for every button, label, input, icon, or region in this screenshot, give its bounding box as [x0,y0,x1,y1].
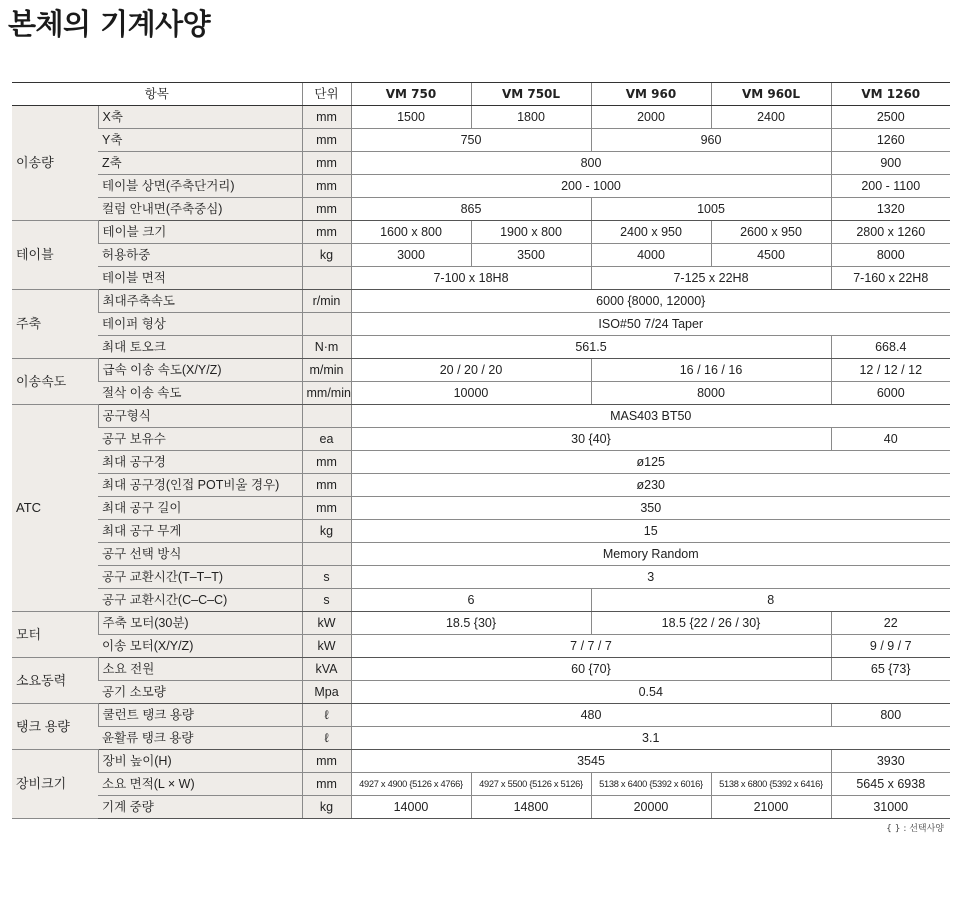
value-cell: ø230 [351,474,950,497]
value-cell: 40 [831,428,950,451]
header-model: VM 1260 [831,83,950,106]
spec-row [12,359,950,382]
spec-row [12,658,950,681]
row-label: 공구 선택 방식 [98,543,302,566]
spec-row [12,198,950,221]
row-unit: kW [302,635,351,658]
value-cell: 7-160 x 22H8 [831,267,950,290]
header-model: VM 750L [471,83,591,106]
row-label: 최대 공구경 [98,451,302,474]
page-title: 본체의 기계사양 [8,7,211,41]
value-cell: 65 {73} [831,658,950,681]
row-label: 최대주축속도 [98,290,302,313]
row-label: X축 [98,106,302,129]
value-cell: 5138 x 6800 {5392 x 6416} [711,773,831,796]
row-label: 최대 공구 무게 [98,520,302,543]
row-unit: ℓ [302,727,351,750]
spec-row [12,635,950,658]
value-cell: 960 [591,129,831,152]
group-label: 탱크 용량 [12,704,98,750]
spec-table [12,82,950,819]
value-cell: 21000 [711,796,831,819]
row-unit: kg [302,244,351,267]
row-label: 공구형식 [98,405,302,428]
group-label: ATC [12,405,98,612]
value-cell: 750 [351,129,591,152]
row-label: 기계 중량 [98,796,302,819]
spec-row [12,773,950,796]
value-cell: 3930 [831,750,950,773]
value-cell: 8 [591,589,950,612]
value-cell: 5645 x 6938 [831,773,950,796]
value-cell: 0.54 [351,681,950,704]
value-cell: 18.5 {22 / 26 / 30} [591,612,831,635]
row-label: 공구 보유수 [98,428,302,451]
spec-row [12,267,950,290]
value-cell: ø125 [351,451,950,474]
row-unit: kVA [302,658,351,681]
value-cell: 60 {70} [351,658,831,681]
row-unit: m/min [302,359,351,382]
value-cell: 3500 [471,244,591,267]
value-cell: 3000 [351,244,471,267]
spec-row [12,520,950,543]
row-label: 급속 이송 속도(X/Y/Z) [98,359,302,382]
value-cell: 1320 [831,198,950,221]
group-label: 이송량 [12,106,98,221]
spec-row [12,428,950,451]
value-cell: 7 / 7 / 7 [351,635,831,658]
group-label: 소요동력 [12,658,98,704]
spec-row [12,382,950,405]
value-cell: 561.5 [351,336,831,359]
header-model: VM 960L [711,83,831,106]
row-label: 테이블 크기 [98,221,302,244]
value-cell: 7-125 x 22H8 [591,267,831,290]
row-label: 쿨런트 탱크 용량 [98,704,302,727]
spec-row [12,313,950,336]
spec-row [12,152,950,175]
row-unit [302,313,351,336]
header-row [12,83,950,106]
value-cell: 350 [351,497,950,520]
value-cell: 480 [351,704,831,727]
value-cell: 6 [351,589,591,612]
value-cell: 8000 [591,382,831,405]
row-label: 윤활류 탱크 용량 [98,727,302,750]
row-unit: mm [302,497,351,520]
spec-row [12,543,950,566]
footnote: { } : 선택사양 [886,824,944,834]
row-label: Y축 [98,129,302,152]
value-cell: 18.5 {30} [351,612,591,635]
value-cell: 7-100 x 18H8 [351,267,591,290]
spec-row [12,497,950,520]
row-label: 공구 교환시간(C–C–C) [98,589,302,612]
row-label: 공구 교환시간(T–T–T) [98,566,302,589]
spec-row [12,727,950,750]
row-unit: mm [302,750,351,773]
value-cell: 6000 {8000, 12000} [351,290,950,313]
spec-row [12,474,950,497]
spec-row [12,290,950,313]
value-cell: 4000 [591,244,711,267]
row-label: 이송 모터(X/Y/Z) [98,635,302,658]
row-unit: ea [302,428,351,451]
value-cell: 5138 x 6400 {5392 x 6016} [591,773,711,796]
value-cell: ISO#50 7/24 Taper [351,313,950,336]
value-cell: 1600 x 800 [351,221,471,244]
row-label: 최대 토오크 [98,336,302,359]
header-item: 항목 [12,83,302,106]
spec-row [12,566,950,589]
group-label: 모터 [12,612,98,658]
row-unit: mm [302,221,351,244]
row-label: 소요 전원 [98,658,302,681]
group-label: 테이블 [12,221,98,290]
row-label: 컬럼 안내면(주축중심) [98,198,302,221]
group-label: 이송속도 [12,359,98,405]
value-cell: 1260 [831,129,950,152]
row-unit: kg [302,520,351,543]
row-unit: r/min [302,290,351,313]
value-cell: Memory Random [351,543,950,566]
value-cell: 4500 [711,244,831,267]
value-cell: 2500 [831,106,950,129]
row-unit: mm [302,152,351,175]
spec-row [12,336,950,359]
value-cell: 865 [351,198,591,221]
value-cell: 4927 x 5500 {5126 x 5126} [471,773,591,796]
value-cell: 668.4 [831,336,950,359]
row-unit: mm [302,773,351,796]
spec-row [12,681,950,704]
row-unit: mm [302,451,351,474]
spec-row [12,244,950,267]
value-cell: 3545 [351,750,831,773]
spec-row [12,704,950,727]
row-label: 장비 높이(H) [98,750,302,773]
value-cell: 3.1 [351,727,950,750]
value-cell: 9 / 9 / 7 [831,635,950,658]
value-cell: 4927 x 4900 {5126 x 4766} [351,773,471,796]
row-unit: mm [302,474,351,497]
group-label: 장비크기 [12,750,98,819]
value-cell: 1005 [591,198,831,221]
row-unit: ℓ [302,704,351,727]
row-unit [302,543,351,566]
row-label: 최대 공구경(인접 POT비울 경우) [98,474,302,497]
row-unit: kg [302,796,351,819]
value-cell: 30 {40} [351,428,831,451]
row-label: 테이블 면적 [98,267,302,290]
spec-row [12,405,950,428]
value-cell: 2800 x 1260 [831,221,950,244]
value-cell: 900 [831,152,950,175]
row-label: 소요 면적(L × W) [98,773,302,796]
group-label: 주축 [12,290,98,359]
value-cell: 1800 [471,106,591,129]
row-label: 절삭 이송 속도 [98,382,302,405]
row-unit: s [302,566,351,589]
row-unit: kW [302,612,351,635]
value-cell: 20 / 20 / 20 [351,359,591,382]
row-unit: s [302,589,351,612]
row-unit: Mpa [302,681,351,704]
value-cell: 31000 [831,796,950,819]
value-cell: 1900 x 800 [471,221,591,244]
value-cell: 10000 [351,382,591,405]
spec-row [12,612,950,635]
value-cell: 14800 [471,796,591,819]
row-label: 주축 모터(30분) [98,612,302,635]
row-unit: mm [302,198,351,221]
value-cell: 6000 [831,382,950,405]
value-cell: 800 [831,704,950,727]
value-cell: 200 - 1000 [351,175,831,198]
row-label: 허용하중 [98,244,302,267]
row-unit: N·m [302,336,351,359]
value-cell: 3 [351,566,950,589]
value-cell: 2600 x 950 [711,221,831,244]
spec-row [12,750,950,773]
value-cell: 16 / 16 / 16 [591,359,831,382]
value-cell: 200 - 1100 [831,175,950,198]
header-model: VM 960 [591,83,711,106]
row-unit: mm [302,175,351,198]
row-label: 테이퍼 형상 [98,313,302,336]
value-cell: 15 [351,520,950,543]
value-cell: 2400 [711,106,831,129]
row-label: Z축 [98,152,302,175]
row-unit: mm [302,106,351,129]
value-cell: 20000 [591,796,711,819]
spec-row [12,106,950,129]
spec-row [12,221,950,244]
row-unit: mm [302,129,351,152]
header-model: VM 750 [351,83,471,106]
header-unit: 단위 [302,83,351,106]
row-unit [302,405,351,428]
row-label: 공기 소모량 [98,681,302,704]
row-unit [302,267,351,290]
value-cell: MAS403 BT50 [351,405,950,428]
value-cell: 2400 x 950 [591,221,711,244]
value-cell: 22 [831,612,950,635]
spec-row [12,796,950,819]
value-cell: 8000 [831,244,950,267]
spec-row [12,451,950,474]
value-cell: 800 [351,152,831,175]
spec-row [12,129,950,152]
spec-row [12,589,950,612]
row-unit: mm/min [302,382,351,405]
row-label: 테이블 상면(주축단거리) [98,175,302,198]
row-label: 최대 공구 길이 [98,497,302,520]
value-cell: 2000 [591,106,711,129]
value-cell: 1500 [351,106,471,129]
value-cell: 12 / 12 / 12 [831,359,950,382]
value-cell: 14000 [351,796,471,819]
spec-row [12,175,950,198]
